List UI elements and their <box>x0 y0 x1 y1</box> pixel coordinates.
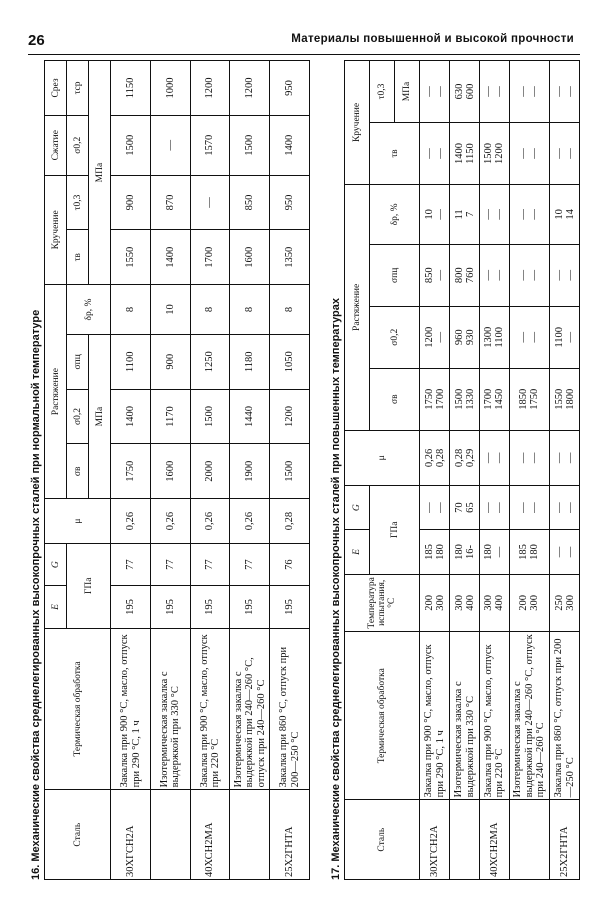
tau-cp-cell: 1200 <box>230 61 270 116</box>
sigma-02-cell: 1300 1100 <box>479 306 509 368</box>
g-cell: 77 <box>111 543 151 585</box>
mu-cell: — — <box>550 430 580 485</box>
tau-03-cell: 950 <box>270 175 310 230</box>
t17-header-torsion: Кручение <box>345 61 370 185</box>
t16-header-sigma-02-c: σ0,2 <box>67 115 89 175</box>
t17-header-steel: Сталь <box>345 800 420 880</box>
t16-header-steel: Сталь <box>45 790 111 880</box>
table-row <box>479 61 509 880</box>
steel-cell: 40ХСН2МА <box>190 790 230 880</box>
temp-cell: 200 300 <box>420 574 450 632</box>
t17-header-G: G <box>345 486 370 530</box>
mu-cell: 0,26 <box>230 499 270 544</box>
e-cell: 185 180 <box>509 530 550 574</box>
steel-cell <box>230 790 270 880</box>
sigma-02-cell: 1170 <box>150 389 190 444</box>
tau-03-cell: — — <box>420 61 450 123</box>
sigma-b-cell: 1850 1750 <box>509 368 550 430</box>
t16-header-G: G <box>45 543 67 585</box>
tau-cp-cell: 950 <box>270 61 310 116</box>
tau-cp-cell: 1200 <box>190 61 230 116</box>
sigma-b-cell: 1500 1330 <box>450 368 480 430</box>
t17-header-tau-b: τв <box>370 123 420 185</box>
tau-b-cell: — — <box>550 123 580 185</box>
t16-header-tension: Растяжение <box>45 285 67 499</box>
mu-cell: 0,26 <box>150 499 190 544</box>
sigma-pc-cell: 1250 <box>190 334 230 389</box>
delta-cell: 8 <box>230 285 270 335</box>
e-cell: 195 <box>150 586 190 628</box>
temp-cell: 250 300 <box>550 574 580 632</box>
treatment-cell: Закалка при 900 °С, масло, отпуск при 290 °С, 1 ч <box>111 628 151 790</box>
steel-cell: 30ХГСН2А <box>111 790 151 880</box>
tau-03-cell: 870 <box>150 175 190 230</box>
tau-b-cell: 1500 1200 <box>479 123 509 185</box>
e-cell: — — <box>550 530 580 574</box>
e-cell: 195 <box>230 586 270 628</box>
t17-header-tau-03: τ0,3 <box>370 61 395 123</box>
sigma-b-cell: 1750 <box>111 444 151 499</box>
t17-header-mu: μ <box>345 430 420 485</box>
table-row <box>420 61 450 880</box>
table-row <box>190 61 230 880</box>
tau-03-cell: 630 600 <box>450 61 480 123</box>
treatment-cell: Изотермическая закалка с выдержкой при 330 °С <box>150 628 190 790</box>
sigma-b-cell: 1550 1800 <box>550 368 580 430</box>
running-title: Материалы повышенной и высокой прочности <box>291 33 574 45</box>
tau-b-cell: 1700 <box>190 230 230 285</box>
tau-b-cell: 1600 <box>230 230 270 285</box>
e-cell: 195 <box>270 586 310 628</box>
sigma-pc-cell: 900 <box>150 334 190 389</box>
t16-header-tau-03: τ0,3 <box>67 175 89 230</box>
t17-header-mpa: МПа <box>395 61 420 123</box>
sigma-b-cell: 1500 <box>270 444 310 499</box>
e-cell: 180 16- <box>450 530 480 574</box>
tau-03-cell: 900 <box>111 175 151 230</box>
temp-cell: 300 400 <box>479 574 509 632</box>
delta-cell: 11 7 <box>450 185 480 245</box>
sigma-02-cell: 1440 <box>230 389 270 444</box>
t17-header-tension: Растяжение <box>345 185 370 431</box>
table17 <box>344 60 580 880</box>
mu-cell: 0,26 <box>111 499 151 544</box>
sigma-b-cell: 1700 1450 <box>479 368 509 430</box>
sigma-02-cell: 1200 — <box>420 306 450 368</box>
sigma-02-c-cell: 1400 <box>270 115 310 175</box>
delta-cell: 8 <box>270 285 310 335</box>
steel-cell <box>450 800 480 880</box>
sigma-b-cell: 1900 <box>230 444 270 499</box>
sigma-b-cell: 1750 1700 <box>420 368 450 430</box>
temp-cell: 200 300 <box>509 574 550 632</box>
tau-03-cell: — — <box>479 61 509 123</box>
g-cell: 77 <box>150 543 190 585</box>
t16-header-sigma-pc: σпц <box>67 334 89 389</box>
table16 <box>44 60 310 880</box>
delta-cell: 8 <box>111 285 151 335</box>
page-header <box>28 32 580 55</box>
sigma-pc-cell: 800 760 <box>450 244 480 306</box>
table17-caption: 17. Механические свойства среднелегированных высокопрочных сталей при повышенных температурах <box>330 298 342 880</box>
table-row <box>111 61 151 880</box>
delta-cell: 10 <box>150 285 190 335</box>
delta-cell: 10 14 <box>550 185 580 245</box>
mu-cell: 0,28 0,29 <box>450 430 480 485</box>
sigma-02-c-cell: — <box>150 115 190 175</box>
tau-b-cell: 1400 <box>150 230 190 285</box>
t16-header-E: E <box>45 586 67 628</box>
table-row <box>509 61 550 880</box>
tau-cp-cell: 1000 <box>150 61 190 116</box>
tau-03-cell: 850 <box>230 175 270 230</box>
sigma-02-cell: — — <box>509 306 550 368</box>
temp-cell: 300 400 <box>450 574 480 632</box>
t16-header-gpa: ГПа <box>67 543 111 628</box>
tau-cp-cell: 1150 <box>111 61 151 116</box>
sigma-pc-cell: 1100 <box>111 334 151 389</box>
g-cell: 76 <box>270 543 310 585</box>
e-cell: 195 <box>190 586 230 628</box>
t16-header-tau-cp: τср <box>67 61 89 116</box>
t17-header-sigma-02: σ0,2 <box>370 306 420 368</box>
page-number: 26 <box>28 32 45 49</box>
t16-header-shear: Срез <box>45 61 67 116</box>
t16-header-treatment: Термическая обработка <box>45 628 111 790</box>
tau-b-cell: 1400 1150 <box>450 123 480 185</box>
table-row <box>270 61 310 880</box>
treatment-cell: Изотермическая закалка с выдержкой при 240—260 °С, отпуск при 240—260 °С <box>230 628 270 790</box>
table16-caption: 16. Механические свойства среднелегированных высокопрочных сталей при нормальной температуре <box>30 309 42 880</box>
steel-cell: 25Х2ГНТА <box>270 790 310 880</box>
sigma-b-cell: 1600 <box>150 444 190 499</box>
t16-header-mpa-tc: МПа <box>89 61 111 285</box>
e-cell: 195 <box>111 586 151 628</box>
tau-b-cell: — — <box>420 123 450 185</box>
g-cell: — — <box>509 486 550 530</box>
treatment-cell: Изотермическая закалка с выдержкой при 330 °С <box>450 632 480 800</box>
t16-header-sigma-02: σ0,2 <box>67 389 89 444</box>
steel-cell <box>150 790 190 880</box>
mu-cell: 0,26 0,28 <box>420 430 450 485</box>
t17-header-treatment: Термическая обработка <box>345 632 420 800</box>
delta-cell: — — <box>509 185 550 245</box>
sigma-pc-cell: 850 — <box>420 244 450 306</box>
delta-cell: 8 <box>190 285 230 335</box>
t17-header-temp: Температура испытания, °С <box>345 574 420 632</box>
sigma-02-c-cell: 1500 <box>111 115 151 175</box>
sigma-b-cell: 2000 <box>190 444 230 499</box>
g-cell: — — <box>420 486 450 530</box>
g-cell: 77 <box>230 543 270 585</box>
sigma-02-c-cell: 1500 <box>230 115 270 175</box>
t16-header-mu: μ <box>45 499 111 544</box>
treatment-cell: Изотермическая закалка с выдержкой при 240—260 °С, отпуск при 240—260 °С <box>509 632 550 800</box>
steel-cell: 30ХГСН2А <box>420 800 450 880</box>
g-cell: 77 <box>190 543 230 585</box>
table-row <box>230 61 270 880</box>
table-row <box>550 61 580 880</box>
g-cell: 70 65 <box>450 486 480 530</box>
e-cell: 180 — <box>479 530 509 574</box>
tau-b-cell: 1350 <box>270 230 310 285</box>
treatment-cell: Закалка при 900 °С, масло, отпуск при 220 °С <box>190 628 230 790</box>
sigma-02-cell: 1400 <box>111 389 151 444</box>
mu-cell: 0,28 <box>270 499 310 544</box>
g-cell: — — <box>479 486 509 530</box>
delta-cell: — — <box>479 185 509 245</box>
tau-03-cell: — — <box>550 61 580 123</box>
steel-cell: 25Х2ГНТА <box>550 800 580 880</box>
treatment-cell: Закалка при 860 °С, отпуск при 200—250 °С <box>550 632 580 800</box>
tau-03-cell: — <box>190 175 230 230</box>
sigma-02-c-cell: 1570 <box>190 115 230 175</box>
steel-cell <box>509 800 550 880</box>
sigma-pc-cell: — — <box>479 244 509 306</box>
tau-03-cell: — — <box>509 61 550 123</box>
t16-header-sigma-b: σв <box>67 444 89 499</box>
steel-cell: 40ХСН2МА <box>479 800 509 880</box>
mu-cell: 0,26 <box>190 499 230 544</box>
g-cell: — — <box>550 486 580 530</box>
t16-header-delta: δр, % <box>67 285 111 335</box>
t16-header-mpa-tension: МПа <box>89 334 111 498</box>
mu-cell: — — <box>479 430 509 485</box>
treatment-cell: Закалка при 860 °С, отпуск при 200—250 °С <box>270 628 310 790</box>
delta-cell: 10 — <box>420 185 450 245</box>
t17-header-E: E <box>345 530 370 574</box>
treatment-cell: Закалка при 900 °С, масло, отпуск при 220 °С <box>479 632 509 800</box>
sigma-pc-cell: — — <box>550 244 580 306</box>
table-row <box>150 61 190 880</box>
t17-header-delta: δр, % <box>370 185 420 245</box>
tau-b-cell: — — <box>509 123 550 185</box>
t17-header-sigma-pc: σпц <box>370 244 420 306</box>
t17-header-sigma-b: σв <box>370 368 420 430</box>
t16-header-compression: Сжатие <box>45 115 67 175</box>
sigma-pc-cell: 1050 <box>270 334 310 389</box>
sigma-pc-cell: 1180 <box>230 334 270 389</box>
sigma-02-cell: 1200 <box>270 389 310 444</box>
rotated-content <box>28 60 580 880</box>
mu-cell: — — <box>509 430 550 485</box>
tau-b-cell: 1550 <box>111 230 151 285</box>
e-cell: 185 180 <box>420 530 450 574</box>
sigma-02-cell: 1500 <box>190 389 230 444</box>
sigma-02-cell: 960 930 <box>450 306 480 368</box>
t16-header-tau-b: τв <box>67 230 89 285</box>
sigma-02-cell: 1100 — <box>550 306 580 368</box>
sigma-pc-cell: — — <box>509 244 550 306</box>
t16-header-torsion: Кручение <box>45 175 67 285</box>
treatment-cell: Закалка при 900 °С, масло, отпуск при 290 °С, 1 ч <box>420 632 450 800</box>
table-row <box>450 61 480 880</box>
t17-header-gpa: ГПа <box>370 486 420 575</box>
